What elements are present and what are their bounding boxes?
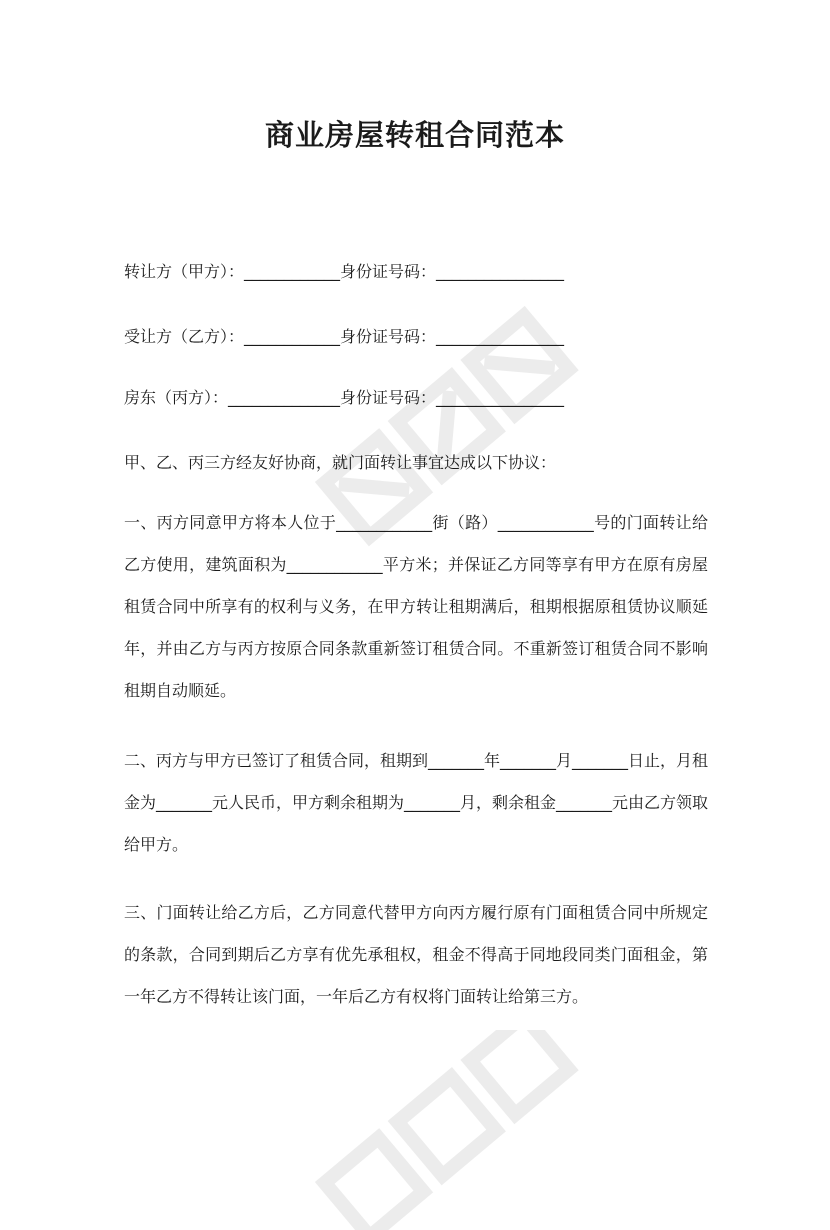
intro-text: 甲、乙、丙三方经友好协商，就门面转让事宜达成以下协议： <box>124 453 557 472</box>
clause-paragraph: 三、门面转让给乙方后，乙方同意代替甲方向丙方履行原有门面租赁合同中所规定的条款，合同到期后乙方享有优先承租权，租金不得高于同地段同类门面租金，第一年乙方不得转让该门面，一年后乙方有权将门面转让给第三方。 <box>124 903 708 1006</box>
party-line-transferor: 转让方（甲方）：____________身份证号码：________________ <box>124 262 565 281</box>
party-line-transferee: 受让方（乙方）：____________身份证号码：________________ <box>124 327 565 346</box>
page-title: 商业房屋转租合同范本 <box>264 118 565 152</box>
clause-paragraph: 二、丙方与甲方已签订了租赁合同，租期到_______年_______月_______日止，月租金为_______元人民币，甲方剩余租期为_______月，剩余租金_______元由乙方领取给甲方。 <box>124 751 709 854</box>
watermark-icon <box>300 1030 600 1230</box>
party-line-landlord: 房东（丙方）：______________身份证号码：________________ <box>124 388 565 407</box>
clause-paragraph: 一、丙方同意甲方将本人位于____________街（路）____________号的门面转让给乙方使用，建筑面积为____________平方米；并保证乙方同等享有甲方在原有房屋租赁合同中所享有的权利与义务，在甲方转让租期满后，租期根据原租赁协议顺延年，并由乙方与丙方按原合同条款重新签订租赁合同。不重新签订租赁合同不影响租期自动顺延。 <box>124 513 708 700</box>
